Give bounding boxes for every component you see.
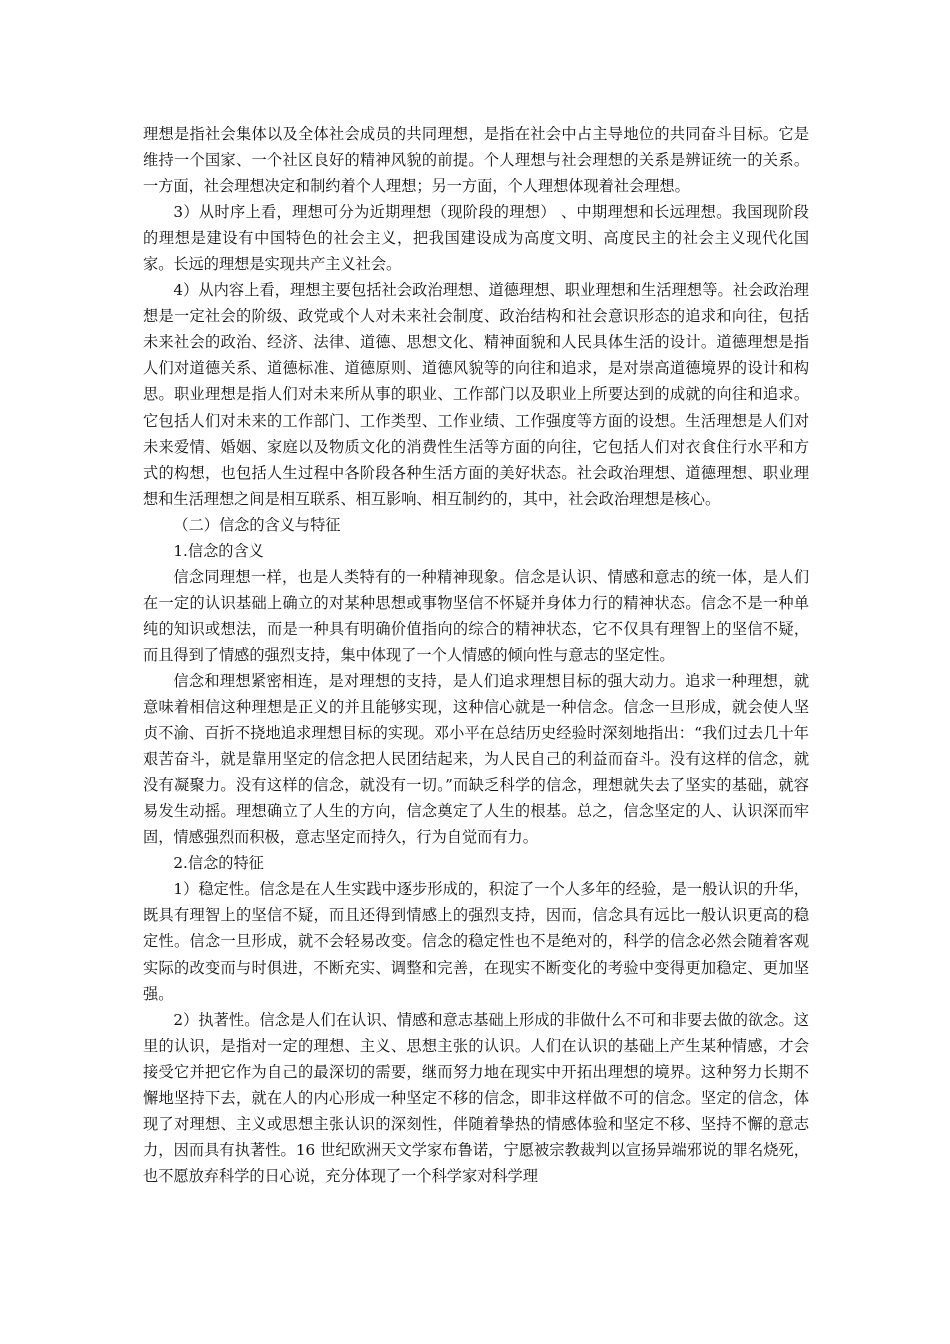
- paragraph-social-ideal: 理想是指社会集体以及全体社会成员的共同理想，是指在社会中占主导地位的共同奋斗目标。它是维持一个国家、一个社区良好的精神风貌的前提。个人理想与社会理想的关系是辨证统一的关系。一方面，社会理想决定和制约着个人理想；另一方面，个人理想体现着社会理想。: [143, 125, 809, 196]
- subheading-belief-features: 2.信念的特征: [173, 854, 264, 873]
- paragraph-stability: 1）稳定性。信念是在人生实践中逐步形成的，积淀了一个人多年的经验，是一般认识的升华，既具有理智上的坚信不疑，而且还得到情感上的强烈支持，因而，信念具有远比一般认识更高的稳定性。信念一旦形成，就不会轻易改变。信念的稳定性也不是绝对的，科学的信念必然会随着客观实际的改变而与时俱进，不断充实、调整和完善，在现实不断变化的考验中变得更加稳定、更加坚强。: [143, 880, 809, 1003]
- paragraph-ideal-by-time: 3）从时序上看，理想可分为近期理想（现阶段的理想） 、中期理想和长远理想。我国现阶段的理想是建设有中国特色的社会主义，把我国建设成为高度文明、高度民主的社会主义现代化国家。长远的理想是实现共产主义社会。: [143, 203, 809, 274]
- subheading-belief-meaning: 1.信念的含义: [173, 541, 264, 560]
- paragraph-persistence: 2）执著性。信念是人们在认识、情感和意志基础上形成的非做什么不可和非要去做的欲念。这里的认识，是指对一定的理想、主义、思想主张的认识。人们在认识的基础上产生某种情感，才会接受它并把它作为自己的最深切的需要，继而努力地在现实中开拓出理想的境界。这种努力长期不懈地坚持下去，就在人的内心形成一种坚定不移的信念，即非这样做不可的信念。坚定的信念，体现了对理想、主义或思想主张认识的深刻性，伴随着挚热的情感体验和坚定不移、坚持不懈的意志力，因而具有执著性。16 世纪欧洲天文学家布鲁诺，宁愿被宗教裁判以宣扬异端邪说的罪名烧死，也不愿放弃科学的日心说，充分体现了一个科学家对科学理: [143, 1010, 809, 1185]
- paragraph-belief-and-ideal: 信念和理想紧密相连，是对理想的支持，是人们追求理想目标的强大动力。追求一种理想，就意味着相信这种理想是正义的并且能够实现，这种信心就是一种信念。信念一旦形成，就会使人坚贞不渝、百折不挠地追求理想目标的实现。邓小平在总结历史经验时深刻地指出：“我们过去几十年艰苦奋斗，就是靠用坚定的信念把人民团结起来，为人民自己的利益而奋斗。没有这样的信念，就没有凝聚力。没有这样的信念，就没有一切。”而缺乏科学的信念，理想就失去了坚实的基础，就容易发生动摇。理想确立了人生的方向，信念奠定了人生的根基。总之，信念坚定的人、认识深而牢固，情感强烈而积极，意志坚定而持久，行为自觉而有力。: [143, 671, 809, 847]
- paragraph-belief-definition: 信念同理想一样，也是人类特有的一种精神现象。信念是认识、情感和意志的统一体，是人们在一定的认识基础上确立的对某种思想或事物坚信不怀疑并身体力行的精神状态。信念不是一种单纯的知识或想法，而是一种具有明确价值指向的综合的精神状态，它不仅具有理智上的坚信不疑，而且得到了情感的强烈支持，集中体现了一个人情感的倾向性与意志的坚定性。: [143, 567, 809, 664]
- document-page: [143, 121, 809, 1189]
- section-heading-belief: （二）信念的含义与特征: [173, 515, 341, 534]
- paragraph-ideal-by-content: 4）从内容上看，理想主要包括社会政治理想、道德理想、职业理想和生活理想等。社会政治理想是一定社会的阶级、政党或个人对未来社会制度、政治结构和社会意识形态的追求和向往，包括未来社会的政治、经济、法律、道德、思想文化、精神面貌和人民具体生活的设计。道德理想是指人们对道德关系、道德标准、道德原则、道德风貌等的向往和追求，是对崇高道德境界的设计和构思。职业理想是指人们对未来所从事的职业、工作部门以及职业上所要达到的成就的向往和追求。它包括人们对未来的工作部门、工作类型、工作业绩、工作强度等方面的设想。生活理想是人们对未来爱情、婚姻、家庭以及物质文化的消费性生活等方面的向往，它包括人们对衣食住行水平和方式的构想，也包括人生过程中各阶段各种生活方面的美好状态。社会政治理想、道德理想、职业理想和生活理想之间是相互联系、相互影响、相互制约的，其中，社会政治理想是核心。: [143, 281, 809, 508]
